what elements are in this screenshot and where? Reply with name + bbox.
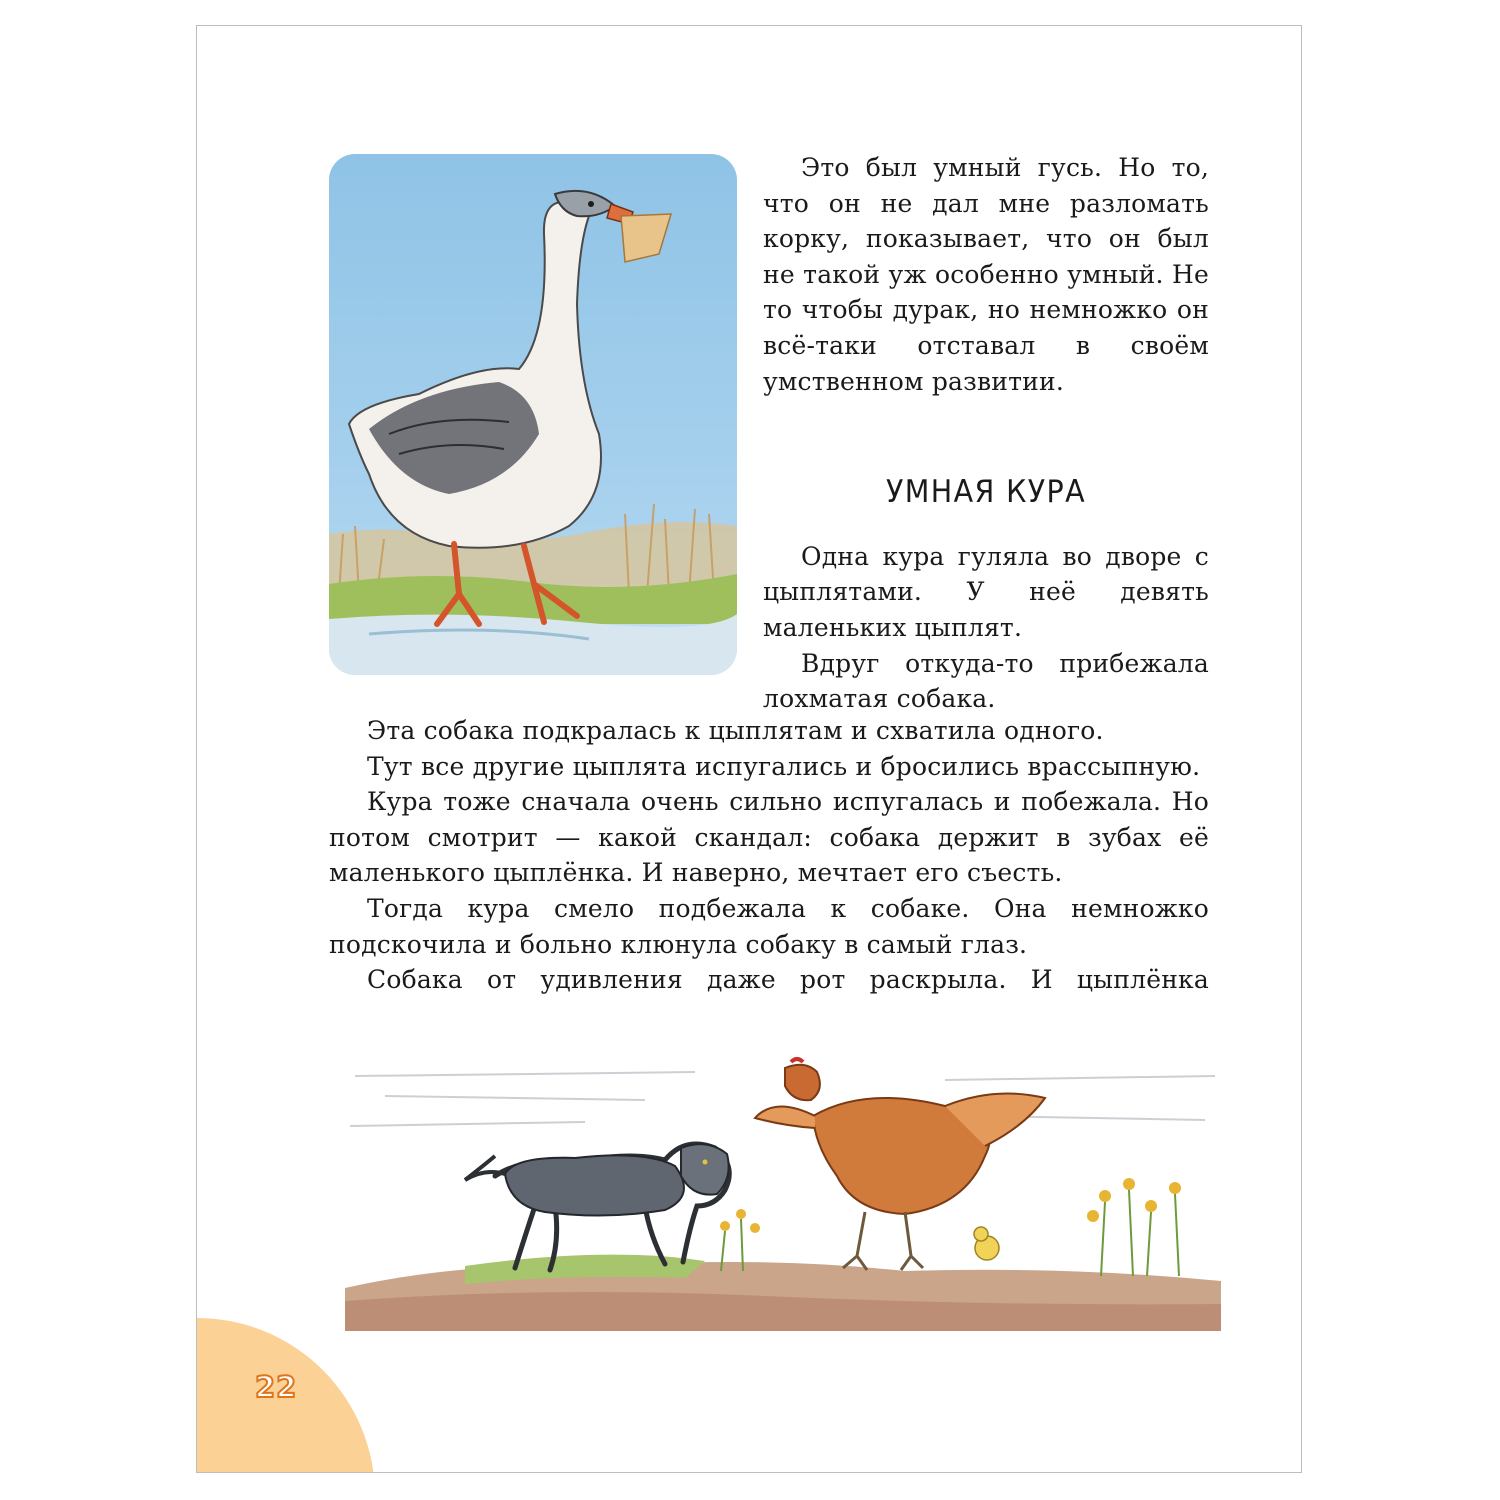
goose-drawing — [329, 154, 737, 675]
story-paragraph: Одна кура гуляла во дворе с цыплятами. У неё девять маленьких цыплят. — [763, 541, 1209, 642]
story-paragraph: Эта собака подкралась к цыплятам и схватила одного. — [367, 716, 1104, 745]
intro-paragraph: Это был умный гусь. Но то, что он не дал мне разломать корку, показывает, что он был не такой уж особенно умный. Не то чтобы дурак, но немножко он всё-таки отставал в своём умственном развитии. — [763, 153, 1209, 396]
dog-and-hen-illustration — [345, 1056, 1221, 1331]
dog-hen-drawing — [345, 1056, 1221, 1331]
book-page — [196, 25, 1302, 1473]
goose-illustration — [329, 154, 737, 675]
full-width-text — [329, 713, 1209, 998]
story-paragraph: Кура тоже сначала очень сильно испугалась и побежала. Но потом смотрит — какой скандал: собака держит в зубах её маленького цыплёнка. И наверно, мечтает его съесть. — [329, 787, 1209, 888]
story-paragraph: Вдруг откуда-то прибежала лохматая собака. — [763, 648, 1209, 714]
story-paragraph: Тут все другие цыплята испугались и бросились врассыпную. — [367, 751, 1201, 781]
story-title: УМНАЯ КУРА — [886, 474, 1086, 511]
side-text-column — [763, 150, 1209, 717]
story-paragraph: Тогда кура смело подбежала к собаке. Она немножко подскочила и больно клюнула собаку в самый глаз. — [329, 893, 1209, 959]
story-paragraph: Собака от удивления даже рот раскрыла. И цыплёнка — [367, 965, 1209, 995]
page-number: 22 — [255, 1370, 298, 1404]
